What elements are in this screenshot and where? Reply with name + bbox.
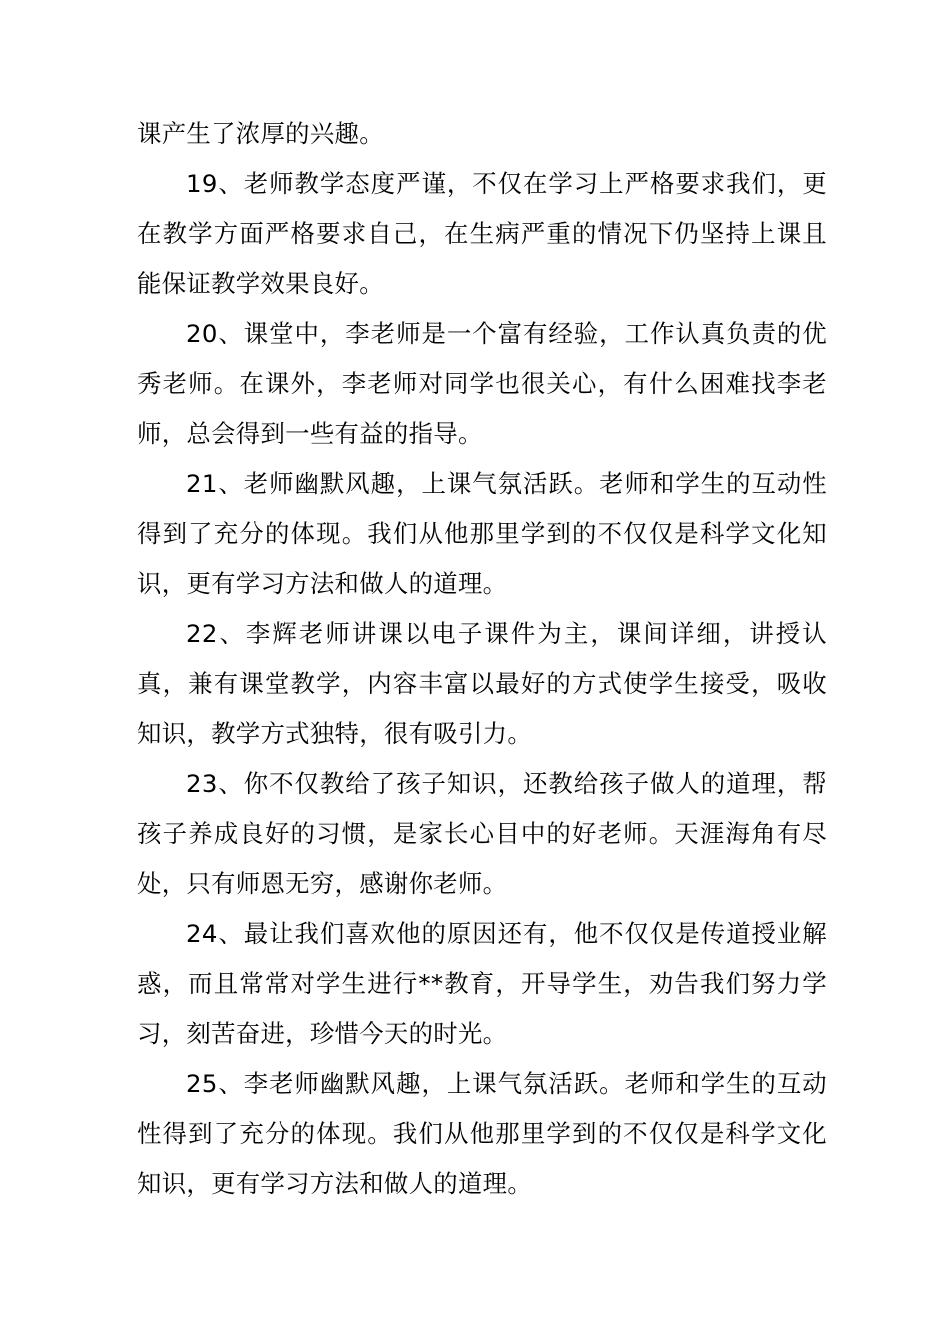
paragraph-item-21: 21、老师幽默风趣，上课气氛活跃。老师和学生的互动性得到了充分的体现。我们从他那里学到的不仅仅是科学文化知识，更有学习方法和做人的道理。 xyxy=(137,469,827,598)
paragraph-continuation: 课产生了浓厚的兴趣。 xyxy=(137,119,384,148)
document-body xyxy=(137,109,827,1209)
paragraph-item-23: 23、你不仅教给了孩子知识，还教给孩子做人的道理，帮孩子养成良好的习惯，是家长心目中的好老师。天涯海角有尽处，只有师恩无穷，感谢你老师。 xyxy=(137,769,827,898)
paragraph-item-19: 19、老师教学态度严谨，不仅在学习上严格要求我们，更在教学方面严格要求自己，在生病严重的情况下仍坚持上课且能保证教学效果良好。 xyxy=(137,169,827,298)
paragraph-item-20: 20、课堂中，李老师是一个富有经验，工作认真负责的优秀老师。在课外，李老师对同学也很关心，有什么困难找李老师，总会得到一些有益的指导。 xyxy=(137,319,827,448)
paragraph-item-24: 24、最让我们喜欢他的原因还有，他不仅仅是传道授业解惑，而且常常对学生进行**教育，开导学生，劝告我们努力学习，刻苦奋进，珍惜今天的时光。 xyxy=(137,919,827,1048)
paragraph-item-25: 25、李老师幽默风趣，上课气氛活跃。老师和学生的互动性得到了充分的体现。我们从他那里学到的不仅仅是科学文化知识，更有学习方法和做人的道理。 xyxy=(137,1069,827,1198)
paragraph-item-22: 22、李辉老师讲课以电子课件为主，课间详细，讲授认真，兼有课堂教学，内容丰富以最好的方式使学生接受，吸收知识，教学方式独特，很有吸引力。 xyxy=(137,619,827,748)
